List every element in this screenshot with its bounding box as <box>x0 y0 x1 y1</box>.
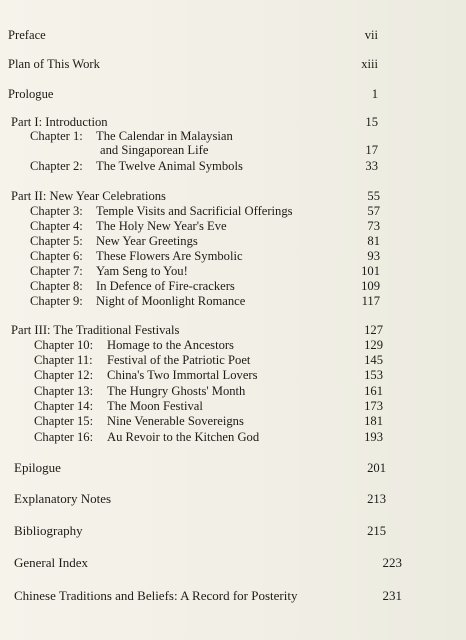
toc-chapter-row <box>34 414 244 428</box>
toc-page-record: 231 <box>382 588 402 603</box>
chapter-title: The Holy New Year's Eve <box>96 219 227 233</box>
chapter-number: Chapter 3: <box>30 204 83 218</box>
chapter-page: 33 <box>365 159 378 173</box>
chapter-title: Festival of the Patriotic Poet <box>107 353 251 367</box>
chapter-page: 153 <box>364 368 383 382</box>
toc-page-plan: xiii <box>361 57 378 71</box>
toc-title-index: General Index <box>14 555 88 570</box>
chapter-page: 109 <box>361 279 380 293</box>
toc-chapter-row <box>30 249 243 263</box>
chapter-number: Chapter 4: <box>30 219 83 233</box>
toc-chapter-row <box>34 399 203 413</box>
toc-chapter-row <box>34 338 234 352</box>
chapter-title: These Flowers Are Symbolic <box>96 249 243 263</box>
chapter-title-continuation: and Singaporean Life <box>100 143 209 157</box>
chapter-number: Chapter 6: <box>30 249 83 263</box>
toc-chapter-row <box>30 279 235 293</box>
chapter-title: New Year Greetings <box>96 234 198 248</box>
toc-part-title: Part III: The Traditional Festivals <box>11 323 180 337</box>
toc-title-plan: Plan of This Work <box>8 57 100 71</box>
toc-page-preface: vii <box>364 28 378 42</box>
toc-part-page: 127 <box>364 323 383 337</box>
chapter-page: 101 <box>361 264 380 278</box>
chapter-number: Chapter 11: <box>34 353 93 367</box>
toc-title-preface: Preface <box>8 28 46 42</box>
chapter-page: 73 <box>367 219 380 233</box>
chapter-title: Homage to the Ancestors <box>107 338 234 352</box>
chapter-page: 181 <box>364 414 383 428</box>
chapter-page: 129 <box>364 338 383 352</box>
chapter-page: 81 <box>367 234 380 248</box>
chapter-title: Temple Visits and Sacrificial Offerings <box>96 204 293 218</box>
chapter-title: The Hungry Ghosts' Month <box>107 384 246 398</box>
toc-title-epilogue: Epilogue <box>14 460 61 475</box>
toc-chapter-row <box>30 264 188 278</box>
chapter-title: Yam Seng to You! <box>96 264 188 278</box>
chapter-number: Chapter 2: <box>30 159 83 173</box>
chapter-number: Chapter 7: <box>30 264 83 278</box>
chapter-number: Chapter 13: <box>34 384 94 398</box>
chapter-number: Chapter 9: <box>30 294 83 308</box>
toc-part-page: 15 <box>365 115 378 129</box>
toc-part-title: Part I: Introduction <box>11 115 108 129</box>
toc-title-prologue: Prologue <box>8 87 54 101</box>
toc-title-bibliography: Bibliography <box>14 523 83 538</box>
chapter-page: 145 <box>364 353 383 367</box>
toc-page-bibliography: 215 <box>367 524 386 538</box>
chapter-number: Chapter 16: <box>34 430 94 444</box>
chapter-title: Au Revoir to the Kitchen God <box>107 430 260 444</box>
toc-chapter-row <box>30 219 227 233</box>
chapter-number: Chapter 15: <box>34 414 94 428</box>
toc-chapter-row <box>30 294 245 308</box>
chapter-title: The Moon Festival <box>107 399 203 413</box>
chapter-number: Chapter 10: <box>34 338 94 352</box>
toc-chapter-row <box>34 384 245 398</box>
toc-part-title: Part II: New Year Celebrations <box>11 189 166 203</box>
chapter-title: The Calendar in Malaysian <box>96 129 233 143</box>
toc-page-index: 223 <box>382 555 402 570</box>
chapter-page: 161 <box>364 384 383 398</box>
chapter-number: Chapter 1: <box>30 129 83 143</box>
chapter-page: 173 <box>364 399 383 413</box>
toc-part-page: 55 <box>367 189 380 203</box>
chapter-page: 117 <box>361 294 380 308</box>
toc-page-notes: 213 <box>367 492 386 506</box>
chapter-page: 17 <box>365 143 378 157</box>
toc-chapter-row <box>34 430 259 444</box>
chapter-number: Chapter 5: <box>30 234 83 248</box>
toc-page-prologue: 1 <box>371 87 378 101</box>
toc-chapter-row <box>30 204 293 218</box>
chapter-title: In Defence of Fire-crackers <box>96 279 235 293</box>
toc-page-epilogue: 201 <box>367 461 386 475</box>
toc-chapter-row <box>34 368 258 382</box>
chapter-page: 57 <box>367 204 380 218</box>
toc-title-notes: Explanatory Notes <box>14 491 112 506</box>
chapter-title: Night of Moonlight Romance <box>96 294 246 308</box>
toc-chapter-row <box>30 129 233 143</box>
chapter-number: Chapter 12: <box>34 368 94 382</box>
toc-chapter-row <box>30 234 198 248</box>
chapter-title: The Twelve Animal Symbols <box>96 159 243 173</box>
toc-chapter-row <box>34 353 250 367</box>
toc-title-record: Chinese Traditions and Beliefs: A Record for Posterity <box>14 588 298 603</box>
chapter-number: Chapter 14: <box>34 399 94 413</box>
chapter-page: 193 <box>364 430 383 444</box>
toc-chapter-row <box>30 159 243 173</box>
chapter-page: 93 <box>367 249 380 263</box>
chapter-number: Chapter 8: <box>30 279 83 293</box>
chapter-title: Nine Venerable Sovereigns <box>107 414 244 428</box>
chapter-title: China's Two Immortal Lovers <box>107 368 258 382</box>
